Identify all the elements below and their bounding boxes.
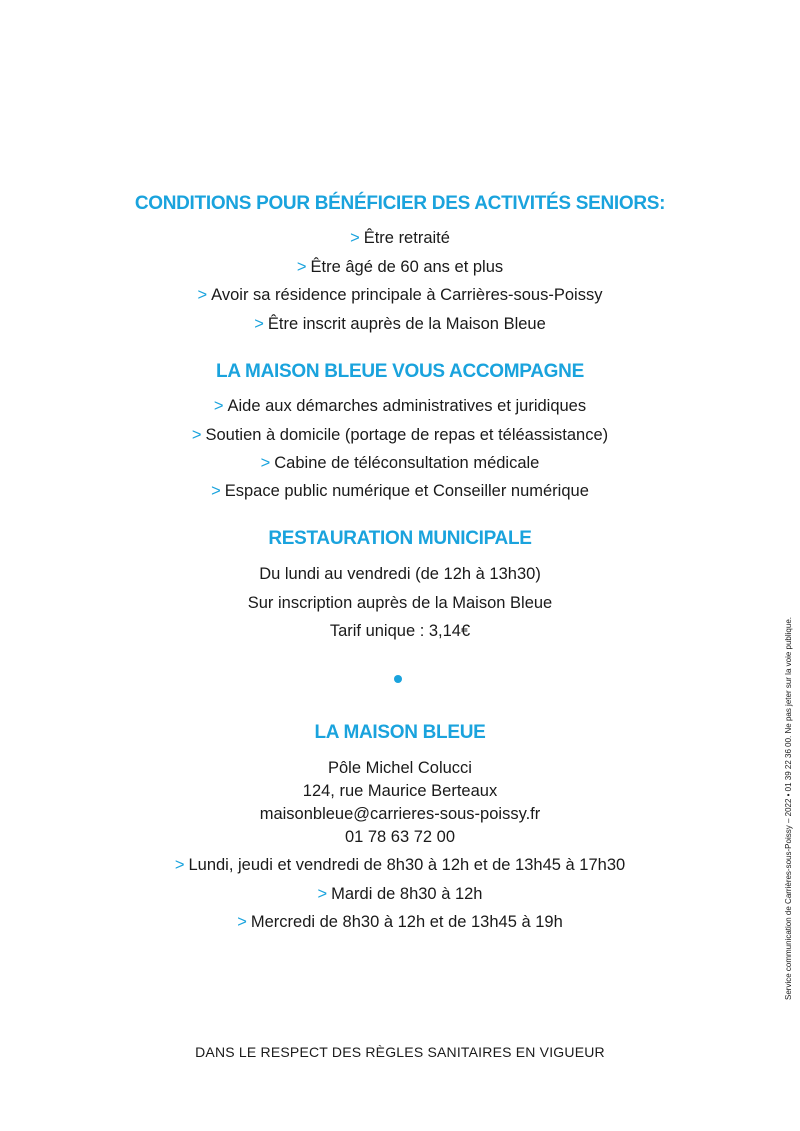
text-line: Tarif unique : 3,14€ <box>329 622 471 640</box>
arrow-icon: > <box>254 315 264 333</box>
separator-dot-icon <box>394 675 402 683</box>
list-item: > Être inscrit auprès de la Maison Bleue <box>254 315 546 333</box>
email-link[interactable]: maisonbleue@carrieres-sous-poissy.fr <box>259 805 541 823</box>
text-line: Du lundi au vendredi (de 12h à 13h30) <box>259 565 541 583</box>
accompagne-heading: LA MAISON BLEUE VOUS ACCOMPAGNE <box>216 361 584 382</box>
list-item: > Aide aux démarches administratives et juridiques <box>213 397 587 415</box>
list-item: > Cabine de téléconsultation médicale <box>260 454 540 472</box>
hours-line: > Lundi, jeudi et vendredi de 8h30 à 12h et de 13h45 à 17h30 <box>174 856 626 874</box>
arrow-icon: > <box>350 229 360 247</box>
list-item: > Avoir sa résidence principale à Carrières-sous-Poissy <box>197 286 603 304</box>
list-item: > Être âgé de 60 ans et plus <box>296 258 504 276</box>
arrow-icon: > <box>174 856 185 874</box>
side-note: Service communication de Carrières-sous-Poissy – 2022 • 01 39 22 36 00. Ne pas jeter sur la voie publique. <box>784 616 793 1000</box>
list-item: > Espace public numérique et Conseiller numérique <box>211 482 589 500</box>
restauration-heading: RESTAURATION MUNICIPALE <box>268 528 532 549</box>
maison-heading: LA MAISON BLEUE <box>314 722 486 743</box>
arrow-icon: > <box>197 286 208 304</box>
arrow-icon: > <box>260 454 271 472</box>
list-item: > Être retraité <box>350 229 450 247</box>
arrow-icon: > <box>317 885 328 903</box>
address-line: 124, rue Maurice Berteaux <box>302 782 498 800</box>
arrow-icon: > <box>237 913 247 931</box>
hours-line: > Mardi de 8h30 à 12h <box>317 885 483 903</box>
list-item: > Soutien à domicile (portage de repas et téléassistance) <box>191 426 609 444</box>
conditions-heading: CONDITIONS POUR BÉNÉFICIER DES ACTIVITÉS SENIORS: <box>134 193 666 214</box>
phone-link[interactable]: 01 78 63 72 00 <box>344 828 456 846</box>
address-line: Pôle Michel Colucci <box>328 759 472 777</box>
hours-line: > Mercredi de 8h30 à 12h et de 13h45 à 19h <box>237 913 563 931</box>
arrow-icon: > <box>213 397 224 415</box>
text-line: Sur inscription auprès de la Maison Bleue <box>247 594 553 612</box>
arrow-icon: > <box>211 482 221 500</box>
footer-notice: DANS LE RESPECT DES RÈGLES SANITAIRES EN VIGUEUR <box>195 1044 605 1060</box>
arrow-icon: > <box>296 258 307 276</box>
arrow-icon: > <box>191 426 202 444</box>
